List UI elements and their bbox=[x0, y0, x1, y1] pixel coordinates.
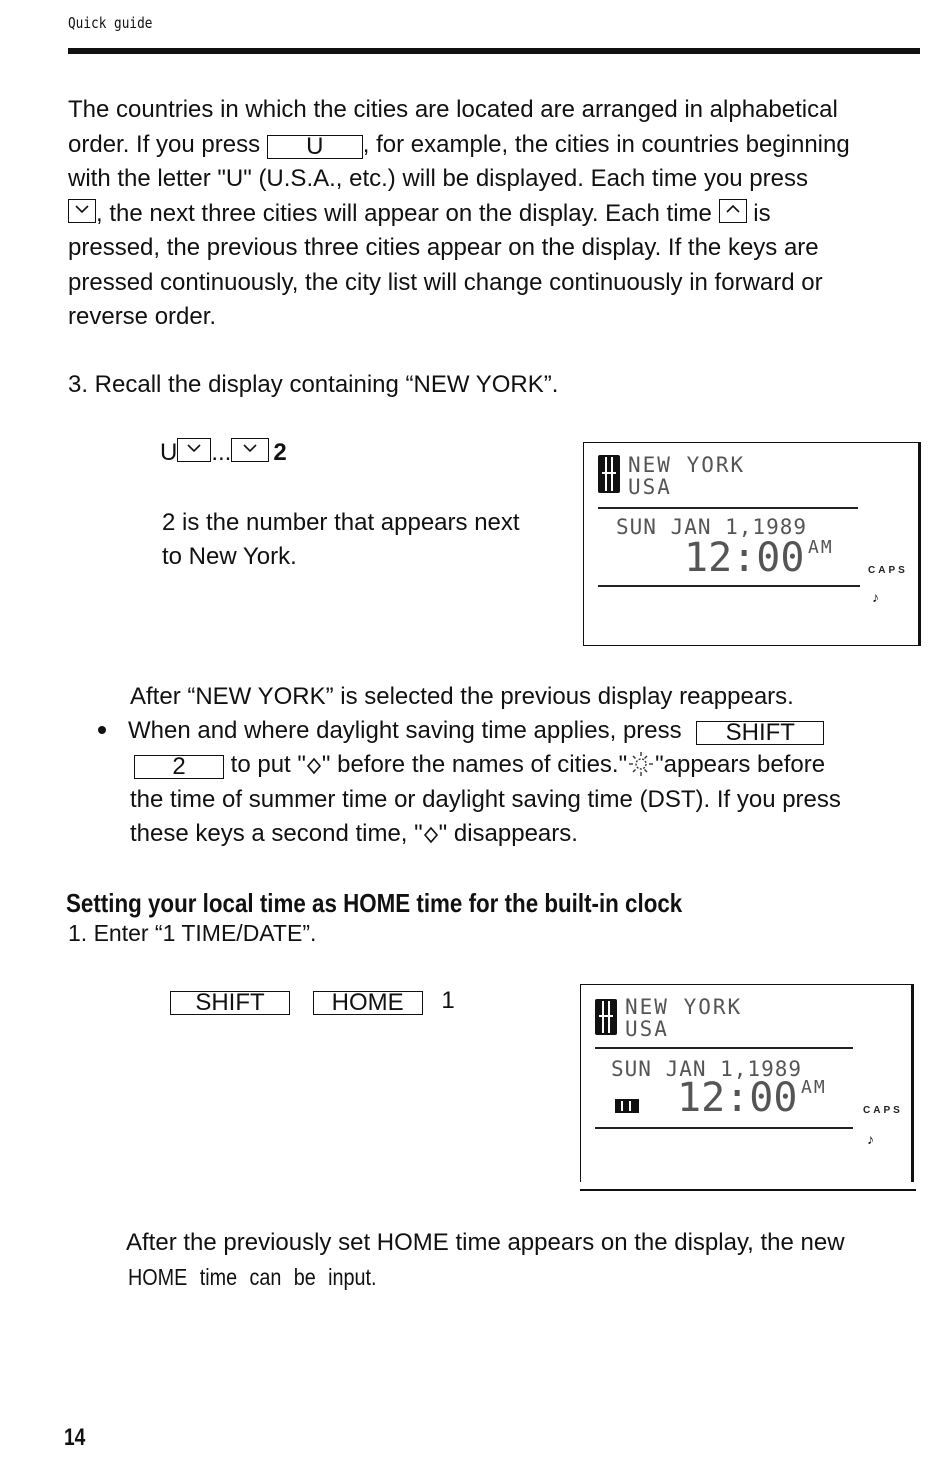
header-rule bbox=[68, 48, 920, 54]
step-3-text: 3. Recall the display containing “NEW YORK”. bbox=[68, 371, 559, 398]
lcd-country: USA bbox=[628, 475, 672, 499]
intro-line-3: with the letter "U" (U.S.A., etc.) will be displayed. Each time you press bbox=[68, 165, 808, 192]
closing-line-2-wrap bbox=[128, 1260, 417, 1294]
bullet-line-2b: " before the names of cities." bbox=[321, 751, 628, 778]
lcd-rule-top bbox=[595, 1047, 853, 1049]
u-key: U bbox=[267, 135, 363, 159]
down-arrow-key bbox=[177, 438, 211, 462]
city-index-icon bbox=[598, 455, 620, 493]
bullet-dot bbox=[98, 726, 106, 734]
diamond-icon bbox=[423, 826, 439, 844]
chevron-down-icon bbox=[242, 443, 258, 453]
up-arrow-key bbox=[719, 199, 747, 223]
bullet-line-4 bbox=[130, 817, 578, 851]
music-note-icon: ♪ bbox=[872, 589, 879, 605]
sun-dst-icon bbox=[627, 751, 655, 777]
bullet-line-1a: When and where daylight saving time applies, press bbox=[128, 717, 682, 744]
music-note-icon: ♪ bbox=[867, 1131, 874, 1147]
lcd-caps-indicator: CAPS bbox=[868, 565, 908, 576]
step-3-note-2: to New York. bbox=[162, 543, 297, 570]
key-2: 2 bbox=[134, 755, 224, 779]
lcd-city: NEW YORK bbox=[628, 453, 746, 477]
intro-line-7: reverse order. bbox=[68, 303, 217, 330]
page-header: Quick guide bbox=[68, 14, 153, 32]
intro-line-2a: order. If you press bbox=[68, 130, 261, 158]
bullet-line-2a: to put " bbox=[230, 751, 306, 778]
lcd-time: 12:00 bbox=[684, 535, 805, 581]
intro-line-1: The countries in which the cities are located are arranged in alphabetical bbox=[68, 96, 838, 123]
chevron-down-icon bbox=[74, 204, 90, 214]
home-badge-icon bbox=[615, 1099, 639, 1113]
bullet-line-3: the time of summer time or daylight saving time (DST). If you press bbox=[130, 786, 841, 813]
step-1-text: 1. Enter “1 TIME/DATE”. bbox=[68, 920, 317, 946]
key-sequence-1 bbox=[160, 436, 287, 470]
shift-key: SHIFT bbox=[170, 991, 290, 1015]
seq-u: U bbox=[160, 439, 178, 466]
bullet-line-2c: "appears before bbox=[655, 751, 826, 778]
intro-paragraph bbox=[68, 93, 916, 335]
seq-1: 1 bbox=[441, 987, 455, 1014]
shift-key: SHIFT bbox=[696, 721, 824, 745]
display-underline bbox=[580, 1189, 916, 1191]
intro-line-2 bbox=[68, 128, 916, 163]
bullet-line-4a: these keys a second time, " bbox=[130, 820, 423, 847]
lcd-caps-indicator: CAPS bbox=[863, 1105, 903, 1116]
bullet-line-4b: " disappears. bbox=[438, 820, 578, 847]
closing-line-1: After the previously set HOME time appears on the display, the new bbox=[126, 1229, 845, 1256]
down-arrow-key bbox=[231, 438, 269, 462]
intro-line-4 bbox=[68, 197, 916, 232]
lcd-display-new-york bbox=[583, 442, 921, 646]
intro-line-4a: , the next three cities will appear on the display. Each time bbox=[96, 199, 712, 227]
lcd-rule-top bbox=[598, 507, 858, 509]
lcd-ampm: AM bbox=[808, 537, 834, 558]
chevron-up-icon bbox=[725, 204, 741, 214]
lcd-rule-bottom bbox=[598, 585, 860, 587]
chevron-down-icon bbox=[186, 443, 202, 453]
lcd-ampm: AM bbox=[801, 1077, 827, 1098]
key-sequence-2 bbox=[170, 984, 455, 1018]
diamond-icon bbox=[306, 757, 322, 775]
page-number: 14 bbox=[64, 1424, 86, 1451]
bullet-line-1 bbox=[128, 714, 824, 748]
intro-line-2b: , for example, the cities in countries beginning bbox=[362, 130, 850, 158]
lcd-date: SUN JAN 1,1989 bbox=[616, 515, 808, 539]
closing-line-2: HOME time can be input. bbox=[128, 1264, 377, 1290]
lcd-rule-bottom bbox=[595, 1127, 853, 1129]
lcd-date: SUN JAN 1,1989 bbox=[611, 1057, 803, 1081]
lcd-city: NEW YORK bbox=[625, 995, 743, 1019]
bullet-line-2 bbox=[134, 748, 825, 782]
lcd-time: 12:00 bbox=[677, 1075, 798, 1121]
lcd-country: USA bbox=[625, 1017, 669, 1041]
seq-dots: ... bbox=[211, 439, 232, 466]
down-arrow-key bbox=[68, 199, 96, 223]
intro-line-6: pressed continuously, the city list will change continuously in forward or bbox=[68, 268, 823, 296]
section-heading: Setting your local time as HOME time for the built-in clock bbox=[66, 888, 683, 918]
intro-line-4b: is bbox=[753, 199, 771, 227]
seq-2: 2 bbox=[273, 439, 287, 466]
lcd-display-home bbox=[580, 984, 914, 1182]
after-line-1: After “NEW YORK” is selected the previous display reappears. bbox=[130, 683, 794, 710]
home-key: HOME bbox=[313, 991, 423, 1015]
intro-line-5: pressed, the previous three cities appear on the display. If the keys are bbox=[68, 234, 819, 261]
step-3-note-1: 2 is the number that appears next bbox=[162, 509, 520, 536]
city-index-icon bbox=[595, 999, 617, 1035]
